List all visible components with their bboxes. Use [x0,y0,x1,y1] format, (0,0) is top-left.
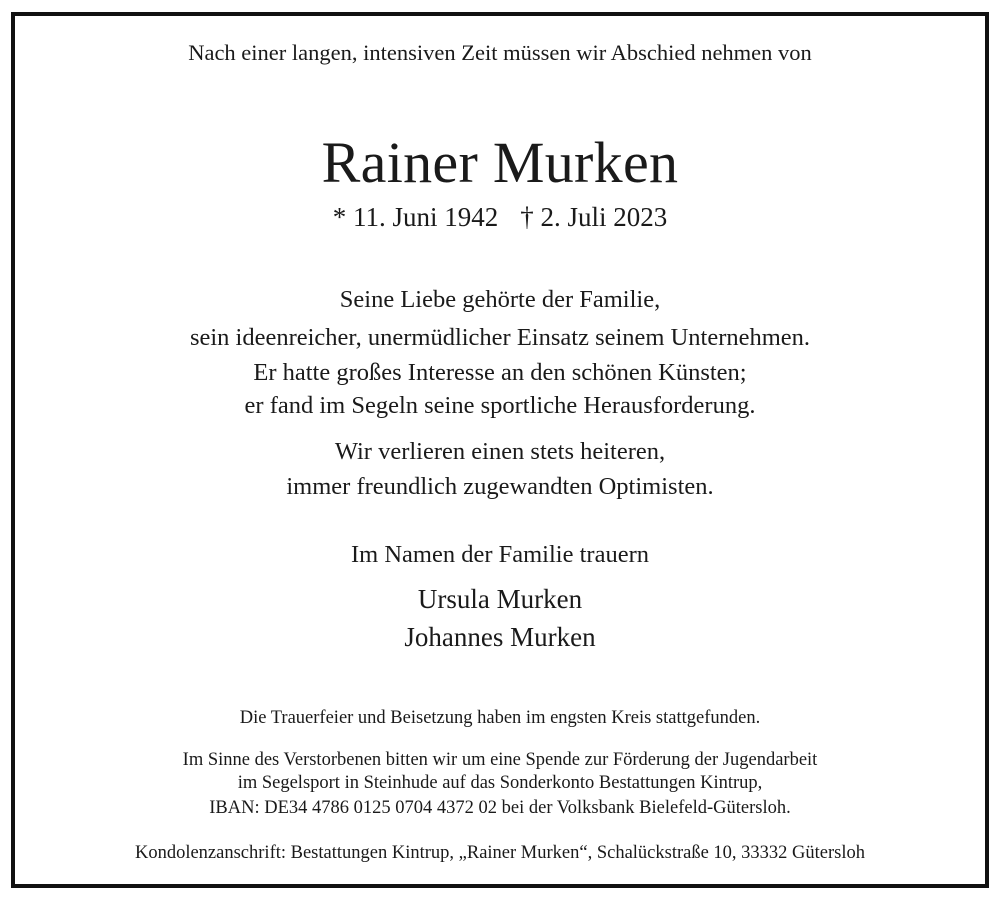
farewell-line: Wir verlieren einen stets heiteren, [334,438,666,465]
tribute-line: Er hatte großes Interesse an den schönen Künsten; [253,359,747,386]
mourning-intro: Im Namen der Familie trauern [351,541,649,568]
tribute-line: er fand im Segeln seine sportliche Herausforderung. [244,392,756,419]
life-dates [0,204,1000,231]
ceremony-note: Die Trauerfeier und Beisetzung haben im engsten Kreis stattgefunden. [239,708,761,728]
tribute-line: Seine Liebe gehörte der Familie, [339,286,661,313]
farewell-line: immer freundlich zugewandten Optimisten. [286,473,714,500]
donation-line: im Segelsport in Steinhude auf das Sonderkonto Bestattungen Kintrup, [237,773,763,793]
deceased-name: Rainer Murken [321,130,679,195]
mourner-name: Johannes Murken [404,622,596,652]
death-date: † 2. Juli 2023 [520,202,668,232]
condolence-address: Kondolenzanschrift: Bestattungen Kintrup, „Rainer Murken“, Schalückstraße 10, 33332 Gütersloh [134,843,866,863]
mourner-name: Ursula Murken [417,584,583,614]
tribute-line: sein ideenreicher, unermüdlicher Einsatz seinem Unternehmen. [189,324,811,351]
donation-line: Im Sinne des Verstorbenen bitten wir um eine Spende zur Förderung der Jugendarbeit [182,750,818,770]
birth-date: * 11. Juni 1942 [332,202,499,232]
donation-line: IBAN: DE34 4786 0125 0704 4372 02 bei der Volksbank Bielefeld-Gütersloh. [209,798,791,818]
intro-text: Nach einer langen, intensiven Zeit müssen wir Abschied nehmen von [188,40,812,65]
